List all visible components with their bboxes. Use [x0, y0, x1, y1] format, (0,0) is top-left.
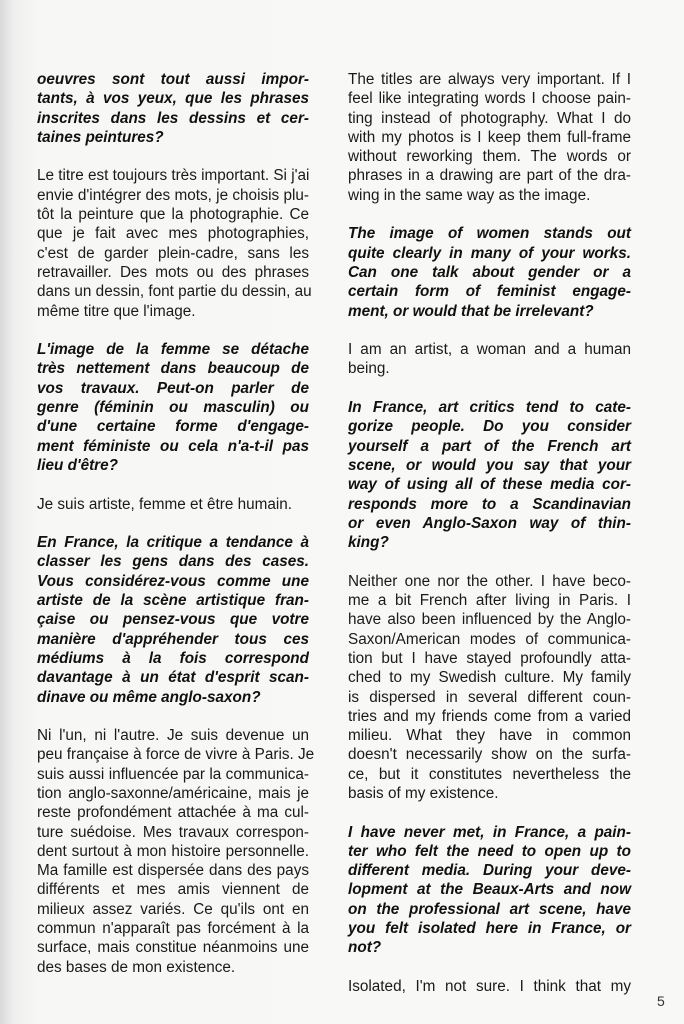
text-line: feel like integrating words I choose pain- [348, 90, 631, 108]
text-line: is dispersed in several different coun- [348, 688, 631, 706]
text-line: on the professional art scene, have [348, 900, 631, 918]
text-line: ment féministe ou cela n'a-t-il pas [37, 437, 309, 455]
text-line: milieux assez variés. Ce qu'ils ont en [37, 900, 309, 918]
text-line: being. [348, 360, 390, 378]
interview-question [348, 398, 631, 552]
text-line: tion but I have stayed profoundly atta- [348, 649, 631, 667]
interview-question [348, 823, 631, 958]
text-line: peu française à force de vivre à Paris. Je [37, 746, 315, 764]
text-line: Isolated, I'm not sure. I think that my [348, 977, 631, 995]
text-line: manière d'appréhender tous ces [37, 630, 309, 648]
text-line: ter who felt the need to open up to [348, 842, 631, 860]
text-line: ched to my Swedish culture. My family [348, 669, 631, 687]
interview-question [37, 533, 309, 707]
text-line: me a bit French after living in Paris. I [348, 592, 631, 610]
text-line: quite clearly in many of your works. [348, 244, 631, 262]
text-line: Je suis artiste, femme et être humain. [37, 495, 293, 513]
text-line: milieu. What they have in common [348, 727, 631, 745]
text-line: Ma famille est dispersée dans des pays [37, 862, 309, 880]
text-line: très nettement dans beaucoup de [37, 360, 309, 378]
text-line: genre (féminin ou masculin) ou [37, 399, 309, 417]
text-line: responds more to a Scandinavian [348, 495, 631, 513]
text-line: I have never met, in France, a pain- [348, 823, 631, 841]
text-line: d'une certaine forme d'engage- [37, 418, 309, 436]
text-line: Saxon/American modes of communica- [348, 630, 631, 648]
text-line: commun n'apparaît pas forcément à la [37, 920, 309, 938]
text-line: suis aussi influencée par la communica- [37, 765, 309, 783]
interview-question [348, 224, 631, 320]
interview-answer [348, 977, 631, 996]
text-line: tries and my friends come from a varied [348, 707, 631, 725]
text-line: lieu d'être? [37, 456, 118, 474]
text-line: inscrites dans les dessins et cer- [37, 109, 309, 127]
text-line: ting instead of photography. What I do [348, 109, 631, 127]
text-line: c'est de garder plein-cadre, sans les [37, 244, 309, 262]
text-line: doesn't necessarily show on the surfa- [348, 746, 631, 764]
text-line: médiums à la fois correspond [37, 649, 309, 667]
text-line: basis of my existence. [348, 784, 499, 802]
text-line: king? [348, 534, 389, 552]
text-line: lopment at the Beaux-Arts and now [348, 881, 631, 899]
text-line: without reworking them. The words or [348, 148, 631, 166]
text-line: certain form of feminist engage- [348, 283, 631, 301]
text-line: classer les gens dans des cases. [37, 553, 309, 571]
text-line: dinave ou même anglo-saxon? [37, 688, 261, 706]
interview-answer [348, 340, 631, 379]
text-line: même titre que l'image. [37, 302, 196, 320]
text-line: Le titre est toujours très important. Si j'ai [37, 167, 310, 185]
interview-question [37, 340, 309, 475]
text-line: The image of women stands out [348, 225, 631, 243]
text-line: ture suédoise. Mes travaux correspon- [37, 823, 309, 841]
text-line: way of using all of these media cor- [348, 476, 631, 494]
text-line: surface, mais constitue néanmoins une [37, 939, 309, 957]
text-line: reste profondément attachée à ma cul- [37, 804, 309, 822]
text-line: yourself a part of the French art [348, 437, 631, 455]
text-line: taines peintures? [37, 128, 164, 146]
text-line: not? [348, 939, 382, 957]
left-column [37, 70, 315, 996]
text-line: with my photos is I keep them full-frame [348, 128, 631, 146]
text-line: phrases in a drawing are part of the dra- [348, 167, 631, 185]
text-line: que je fait avec mes photographies, [37, 225, 309, 243]
text-line: vos travaux. Peut-on parler de [37, 379, 309, 397]
text-line: ment, or would that be irrelevant? [348, 302, 594, 320]
text-line: In France, art critics tend to cate- [348, 399, 631, 417]
text-line: dent surtout à mon histoire personnelle. [37, 842, 309, 860]
text-line: Ni l'un, ni l'autre. Je suis devenue un [37, 727, 309, 745]
text-line: have also been influenced by the Anglo- [348, 611, 631, 629]
interview-answer [37, 166, 312, 320]
interview-answer [348, 572, 631, 804]
text-line: different media. During your deve- [348, 862, 631, 880]
text-line: des bases de mon existence. [37, 958, 236, 976]
interview-answer [37, 495, 309, 514]
text-line: tants, à vos yeux, que les phrases [37, 90, 309, 108]
text-line: envie d'intégrer des mots, je choisis plu- [37, 186, 309, 204]
text-line: Vous considérez-vous comme une [37, 572, 309, 590]
text-line: En France, la critique a tendance à [37, 534, 309, 552]
text-line: you felt isolated here in France, or [348, 920, 631, 938]
text-line: oeuvres sont tout aussi impor- [37, 71, 309, 88]
text-line: I am an artist, a woman and a human [348, 341, 631, 359]
text-line: retravailler. Des mots ou des phrases [37, 263, 309, 281]
text-line: or even Anglo-Saxon way of thin- [348, 514, 631, 532]
text-line: ce, but it constitutes nevertheless the [348, 765, 631, 783]
text-line: dans un dessin, font partie du dessin, au [37, 283, 312, 301]
text-line: artiste de la scène artistique fran- [37, 592, 309, 610]
text-line: gorize people. Do you consider [348, 418, 631, 436]
interview-answer [348, 70, 631, 205]
page-number: 5 [657, 993, 665, 1009]
text-line: Neither one nor the other. I have beco- [348, 572, 631, 590]
text-line: davantage à un état d'esprit scan- [37, 669, 309, 687]
text-line: scene, or would you say that your [348, 456, 631, 474]
text-line: wing in the same way as the image. [348, 186, 591, 204]
text-line: tion anglo-saxonne/américaine, mais je [37, 784, 309, 802]
text-line: différents et mes amis viennent de [37, 881, 309, 899]
text-line: Can one talk about gender or a [348, 263, 631, 281]
text-line: The titles are always very important. If I [348, 71, 631, 88]
text-line: tôt la peinture que la photographie. Ce [37, 206, 309, 224]
interview-answer [37, 726, 315, 977]
text-line: L'image de la femme se détache [37, 341, 309, 359]
interview-question [37, 70, 309, 147]
right-column [348, 70, 631, 1016]
text-line: çaise ou pensez-vous que votre [37, 611, 309, 629]
